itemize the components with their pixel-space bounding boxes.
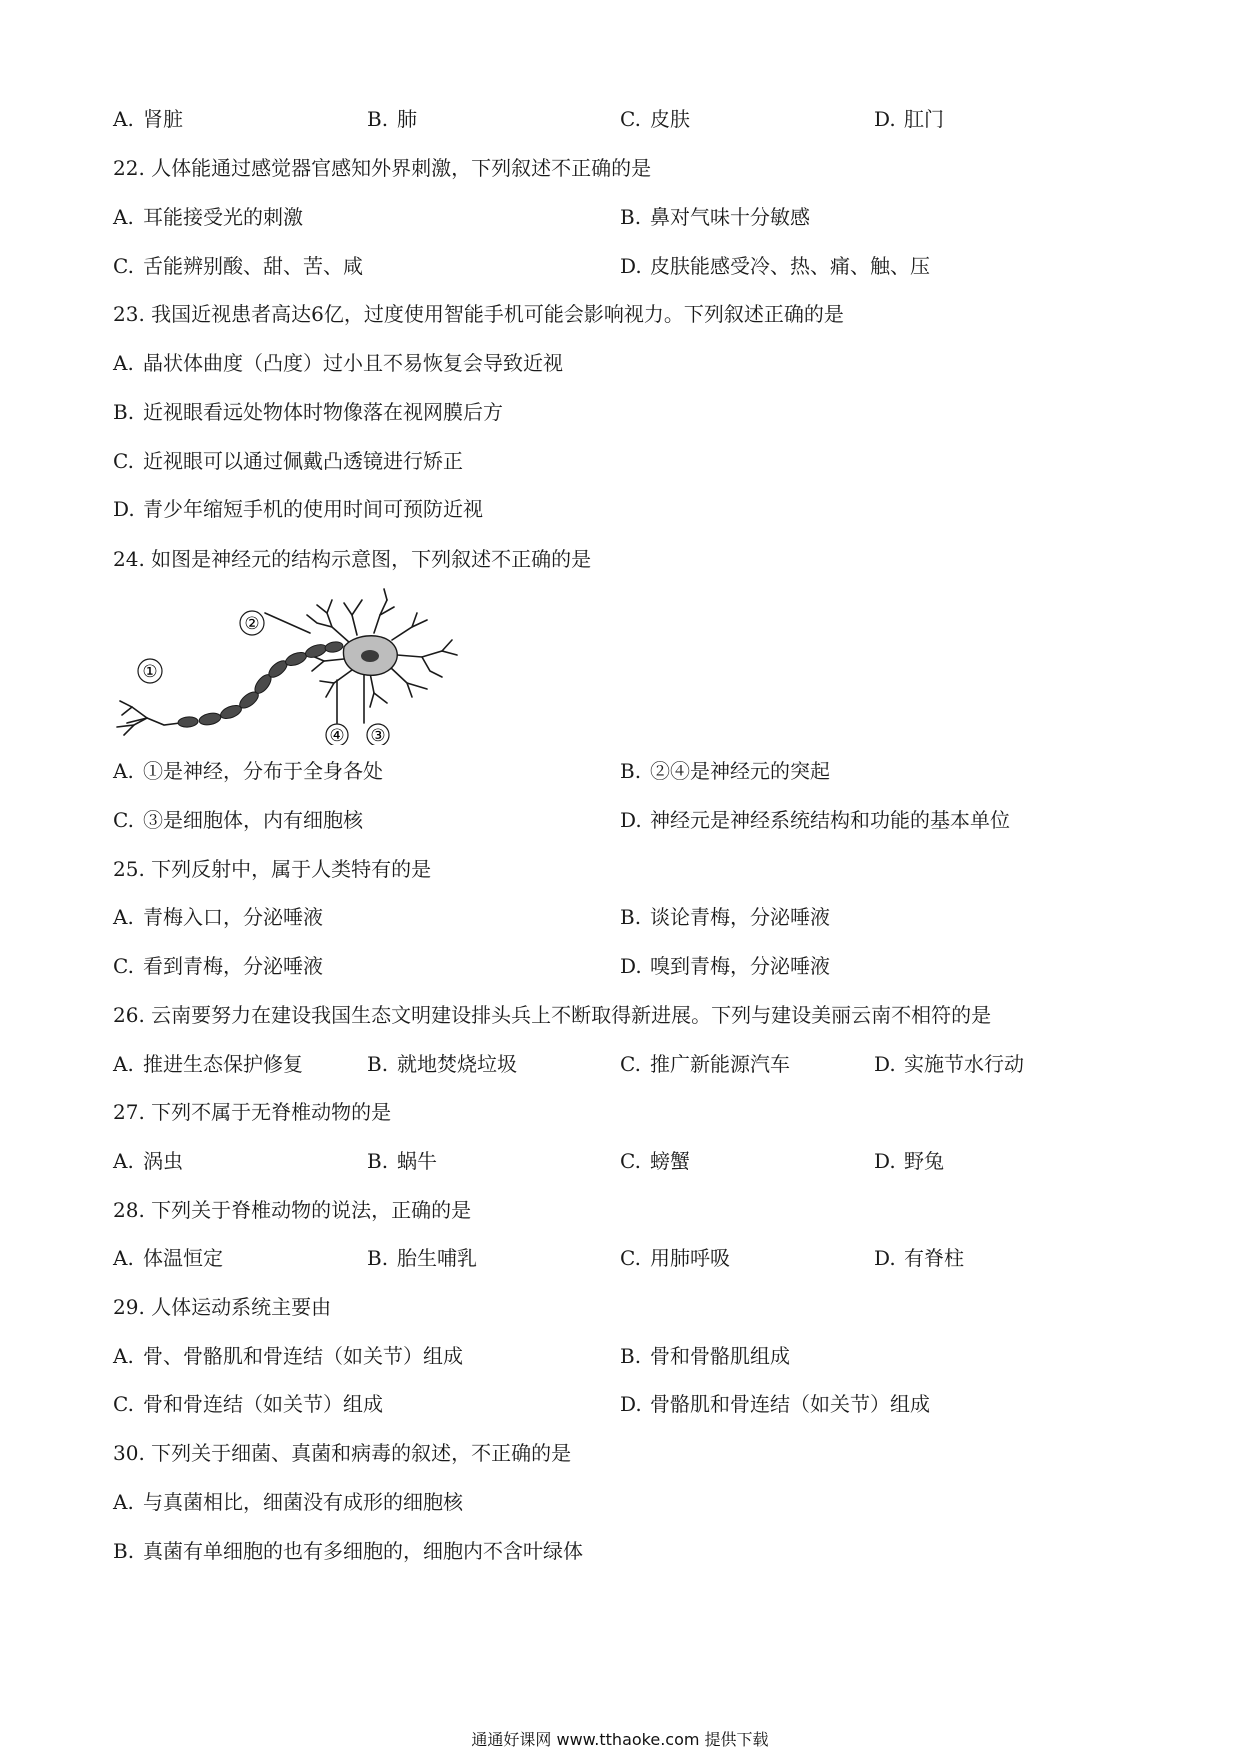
q30-option-b: B. 真菌有单细胞的也有多细胞的，细胞内不含叶绿体 [113,1539,583,1563]
q23-option-b: B. 近视眼看远处物体时物像落在视网膜后方 [113,400,503,424]
q29-option-d: D. 骨骼肌和骨连结（如关节）组成 [620,1392,930,1416]
q21-option-a: A. 肾脏 [113,107,183,131]
q25-stem: 25. 下列反射中，属于人类特有的是 [113,857,432,881]
q26-option-b: B. 就地焚烧垃圾 [367,1052,517,1076]
q25-option-d: D. 嗅到青梅，分泌唾液 [620,954,830,978]
q24-option-b: B. ②④是神经元的突起 [620,759,830,783]
q26-option-d: D. 实施节水行动 [874,1052,1024,1076]
q22-stem: 22. 人体能通过感觉器官感知外界刺激，下列叙述不正确的是 [113,156,652,180]
q30-option-a: A. 与真菌相比，细菌没有成形的细胞核 [113,1490,463,1514]
q22-option-b: B. 鼻对气味十分敏感 [620,205,810,229]
q26-option-a: A. 推进生态保护修复 [113,1052,303,1076]
q25-option-a: A. 青梅入口，分泌唾液 [113,905,323,929]
label-3: ③ [370,726,386,745]
q24-option-a: A. ①是神经，分布于全身各处 [113,759,383,783]
q22-option-a: A. 耳能接受光的刺激 [113,205,303,229]
q24-option-c: C. ③是细胞体，内有细胞核 [113,808,363,832]
q24-option-d: D. 神经元是神经系统结构和功能的基本单位 [620,808,1010,832]
q27-stem: 27. 下列不属于无脊椎动物的是 [113,1100,392,1124]
q28-option-a: A. 体温恒定 [113,1246,223,1270]
q21-option-b: B. 肺 [367,107,417,131]
q27-option-b: B. 蜗牛 [367,1149,437,1173]
q23-option-d: D. 青少年缩短手机的使用时间可预防近视 [113,497,483,521]
label-1: ① [142,662,158,682]
label-4: ④ [329,726,345,745]
q29-stem: 29. 人体运动系统主要由 [113,1295,332,1319]
q26-stem: 26. 云南要努力在建设我国生态文明建设排头兵上不断取得新进展。下列与建设美丽云南不相符的是 [113,1003,992,1027]
q22-option-c: C. 舌能辨别酸、甜、苦、咸 [113,254,363,278]
q28-stem: 28. 下列关于脊椎动物的说法，正确的是 [113,1198,472,1222]
q28-option-c: C. 用肺呼吸 [620,1246,730,1270]
q24-stem: 24. 如图是神经元的结构示意图，下列叙述不正确的是 [113,547,592,571]
q25-option-b: B. 谈论青梅，分泌唾液 [620,905,830,929]
q27-option-a: A. 涡虫 [113,1149,183,1173]
q23-option-c: C. 近视眼可以通过佩戴凸透镜进行矫正 [113,449,463,473]
q21-option-d: D. 肛门 [874,107,944,131]
q23-stem: 23. 我国近视患者高达6亿，过度使用智能手机可能会影响视力。下列叙述正确的是 [113,302,844,326]
q30-stem: 30. 下列关于细菌、真菌和病毒的叙述，不正确的是 [113,1441,572,1465]
q25-option-c: C. 看到青梅，分泌唾液 [113,954,323,978]
q29-option-a: A. 骨、骨骼肌和骨连结（如关节）组成 [113,1344,463,1368]
q29-option-b: B. 骨和骨骼肌组成 [620,1344,790,1368]
q22-option-d: D. 皮肤能感受冷、热、痛、触、压 [620,254,930,278]
label-2: ② [244,614,260,634]
neuron-diagram [112,585,492,745]
footer-watermark: 通通好课网 www.tthaoke.com 提供下载 [471,1730,769,1749]
q27-option-c: C. 螃蟹 [620,1149,690,1173]
q21-option-c: C. 皮肤 [620,107,690,131]
q27-option-d: D. 野兔 [874,1149,944,1173]
q28-option-d: D. 有脊柱 [874,1246,964,1270]
q23-option-a: A. 晶状体曲度（凸度）过小且不易恢复会导致近视 [113,351,563,375]
q29-option-c: C. 骨和骨连结（如关节）组成 [113,1392,383,1416]
q28-option-b: B. 胎生哺乳 [367,1246,477,1270]
q26-option-c: C. 推广新能源汽车 [620,1052,790,1076]
